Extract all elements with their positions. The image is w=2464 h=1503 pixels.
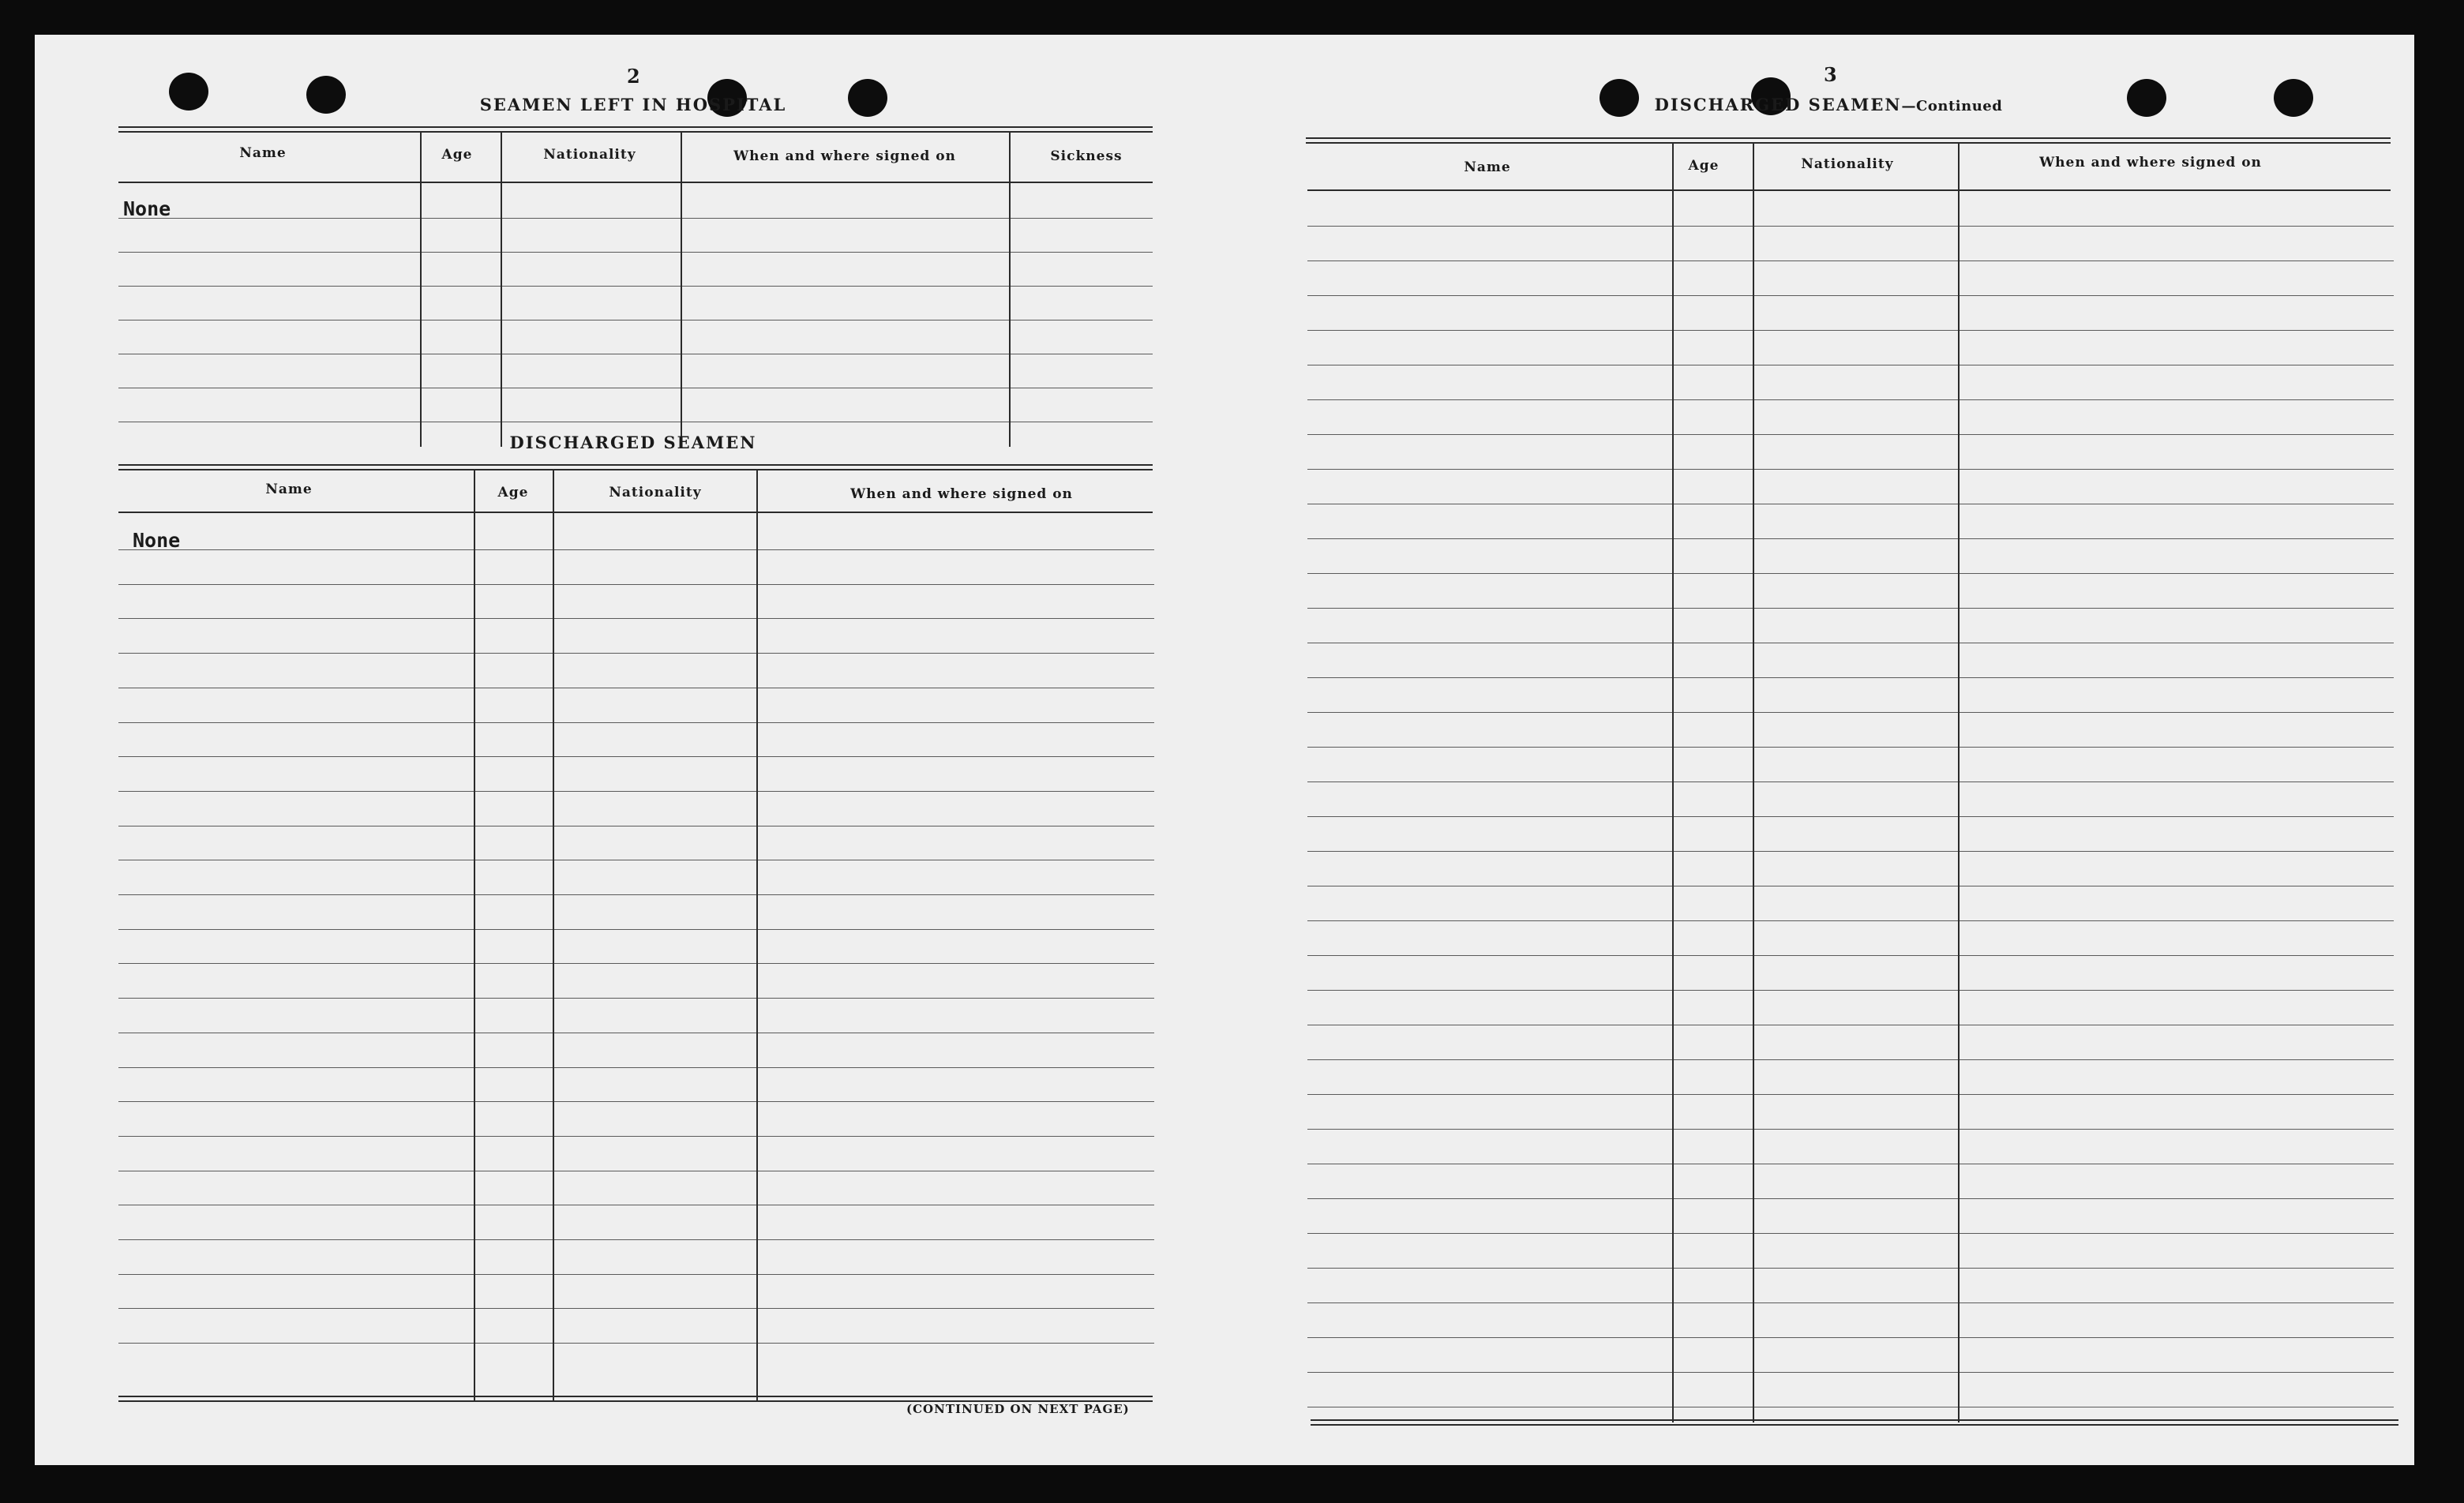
table-rule [1307, 189, 2391, 191]
row-rule [1307, 781, 2394, 782]
row-rule [1307, 1233, 2394, 1234]
column-divider [681, 131, 682, 447]
table-rule [118, 182, 1153, 183]
column-divider [1958, 142, 1960, 1422]
hospital-section-title: SEAMEN LEFT IN HOSPITAL [479, 95, 787, 114]
right-section-title [1655, 95, 2003, 114]
row-rule [1307, 1198, 2394, 1199]
row-rule [1307, 1094, 2394, 1095]
row-rule [1307, 330, 2394, 331]
row-rule [1307, 434, 2394, 435]
row-rule [118, 1101, 1154, 1102]
column-header-sickness: Sickness [1050, 148, 1123, 164]
column-header-signed-on: When and where signed on [2039, 155, 2262, 171]
table-rule [118, 126, 1153, 128]
column-divider [756, 469, 758, 1400]
column-header-age: Age [1688, 158, 1720, 174]
row-rule [1307, 990, 2394, 991]
row-rule [118, 584, 1154, 585]
column-header-signed-on: When and where signed on [850, 486, 1073, 502]
punch-hole [1600, 79, 1639, 117]
row-rule [118, 618, 1154, 619]
punch-hole [169, 73, 208, 111]
row-rule [118, 756, 1154, 757]
row-rule [118, 963, 1154, 964]
row-rule [1307, 1059, 2394, 1060]
row-rule [1307, 469, 2394, 470]
row-rule [1307, 747, 2394, 748]
row-rule [118, 791, 1154, 792]
row-rule [1307, 712, 2394, 713]
table-rule [1306, 142, 2391, 144]
row-rule [1307, 955, 2394, 956]
row-rule [1307, 1372, 2394, 1373]
discharged-entry-name: None [133, 529, 181, 552]
title-text: DISCHARGED SEAMEN [1654, 95, 1902, 114]
row-rule [118, 1239, 1154, 1240]
row-rule [118, 722, 1154, 723]
column-divider [553, 469, 554, 1400]
column-header-nationality: Nationality [1801, 156, 1894, 172]
row-rule [118, 653, 1154, 654]
table-rule [1311, 1419, 2398, 1421]
row-rule [118, 1343, 1154, 1344]
column-divider [1753, 142, 1754, 1422]
page-number: 2 [627, 65, 640, 88]
column-header-nationality: Nationality [609, 485, 702, 500]
page-number: 3 [1824, 63, 1837, 86]
row-rule [118, 1274, 1154, 1275]
column-header-name: Name [1464, 159, 1511, 175]
punch-hole [2274, 79, 2313, 117]
row-rule [118, 1067, 1154, 1068]
column-divider [1009, 131, 1011, 447]
table-rule [1306, 137, 2391, 139]
row-rule [118, 1308, 1154, 1309]
row-rule [118, 286, 1153, 287]
row-rule [1307, 920, 2394, 921]
column-header-name: Name [239, 145, 287, 161]
column-header-age: Age [497, 485, 529, 500]
row-rule [1307, 816, 2394, 817]
row-rule [118, 549, 1154, 550]
row-rule [1307, 260, 2394, 261]
row-rule [118, 929, 1154, 930]
row-rule [118, 894, 1154, 895]
row-rule [1307, 573, 2394, 574]
column-header-nationality: Nationality [543, 147, 636, 163]
row-rule [1307, 1268, 2394, 1269]
hospital-entry-name: None [123, 197, 171, 220]
table-rule [1311, 1424, 2398, 1426]
punch-hole [306, 76, 346, 114]
row-rule [1307, 1302, 2394, 1303]
row-rule [118, 1136, 1154, 1137]
column-divider [501, 131, 502, 447]
row-rule [1307, 295, 2394, 296]
column-header-age: Age [441, 147, 473, 163]
row-rule [1307, 226, 2394, 227]
row-rule [1307, 399, 2394, 400]
title-suffix: —Continued [1901, 98, 2003, 114]
punch-hole [848, 79, 887, 117]
table-rule [118, 469, 1153, 470]
row-rule [1307, 538, 2394, 539]
table-rule [118, 512, 1153, 513]
row-rule [1307, 851, 2394, 852]
table-rule [118, 1396, 1153, 1397]
form-sheet [35, 35, 2414, 1465]
row-rule [1307, 1129, 2394, 1130]
punch-hole [2127, 79, 2166, 117]
row-rule [118, 998, 1154, 999]
column-divider [420, 131, 422, 447]
column-header-signed-on: When and where signed on [733, 148, 956, 164]
column-header-name: Name [265, 482, 313, 497]
row-rule [1307, 1337, 2394, 1338]
discharged-section-title: DISCHARGED SEAMEN [509, 433, 757, 452]
row-rule [1307, 608, 2394, 609]
continued-note: (CONTINUED ON NEXT PAGE) [906, 1402, 1130, 1416]
row-rule [118, 218, 1153, 219]
row-rule [1307, 677, 2394, 678]
table-rule [118, 131, 1153, 133]
table-rule [118, 464, 1153, 466]
column-divider [1672, 142, 1674, 1422]
row-rule [118, 252, 1153, 253]
column-divider [474, 469, 475, 1400]
